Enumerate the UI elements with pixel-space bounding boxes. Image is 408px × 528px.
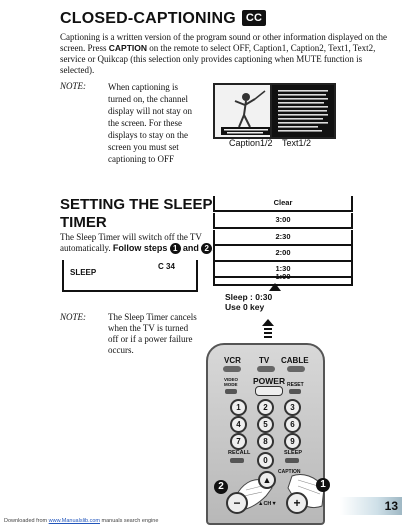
number-9-button[interactable]: 9 bbox=[284, 433, 301, 450]
tv-label: TV bbox=[259, 356, 270, 365]
sleep-option-1-00 bbox=[213, 270, 353, 286]
sleep-note-label: NOTE: bbox=[60, 312, 87, 322]
arrow-up-striped-icon bbox=[261, 318, 275, 340]
channel-label: ▲CH▼ bbox=[258, 501, 277, 507]
sleep-section-title: SETTING THE SLEEP TIMER bbox=[60, 196, 213, 231]
sleep-option-label: 1:30 bbox=[275, 264, 291, 273]
osd-sleep-text: SLEEP bbox=[70, 268, 97, 277]
cc-note-label: NOTE: bbox=[60, 81, 87, 91]
number-1-button[interactable]: 1 bbox=[230, 399, 247, 416]
sleep-option-2-00 bbox=[213, 246, 353, 262]
number-8-button[interactable]: 8 bbox=[257, 433, 274, 450]
cable-button[interactable] bbox=[287, 366, 305, 372]
osd-channel-text: C 34 bbox=[158, 262, 175, 271]
number-5-button[interactable]: 5 bbox=[257, 416, 274, 433]
sleep-option-3-00 bbox=[213, 213, 353, 229]
callout-1-icon: 1 bbox=[316, 478, 330, 492]
sleep-readout-value: Sleep : 0:30 bbox=[225, 292, 273, 302]
sleep-option-label: Clear bbox=[273, 198, 293, 207]
page-number: 13 bbox=[340, 497, 402, 515]
footer-suffix: manuals search engine bbox=[101, 518, 159, 524]
caption-label: CAPTION bbox=[278, 469, 301, 475]
sleep-label: SLEEP bbox=[284, 450, 303, 456]
arrow-up-icon bbox=[268, 282, 282, 292]
cc-note-text: When captioning is turned on, the channel display will not stay on the screen. For these displays to stay on the screen you must set captioning to OFF bbox=[108, 82, 192, 164]
number-3-button[interactable]: 3 bbox=[284, 399, 301, 416]
cable-label: CABLE bbox=[281, 356, 309, 365]
step-1-icon: 1 bbox=[170, 243, 181, 254]
number-7-button[interactable]: 7 bbox=[230, 433, 247, 450]
channel-up-button[interactable] bbox=[258, 471, 276, 489]
cc-title-text: CLOSED-CAPTIONING bbox=[60, 10, 236, 27]
reset-label: RESET bbox=[287, 382, 304, 388]
text-screen-label: Text1/2 bbox=[282, 138, 312, 148]
power-button[interactable] bbox=[255, 386, 283, 396]
sleep-option-label: 3:00 bbox=[275, 215, 291, 224]
sleep-option-clear bbox=[213, 196, 353, 212]
volume-down-button[interactable]: − bbox=[226, 492, 248, 514]
text-screen-image bbox=[270, 83, 336, 139]
power-label: POWER bbox=[253, 376, 286, 386]
cc-section-title bbox=[60, 10, 266, 28]
sleep-readout-hint: Use 0 key bbox=[225, 302, 265, 312]
caption-screen-label: Caption1/2 bbox=[229, 138, 273, 148]
vcr-label: VCR bbox=[224, 356, 241, 365]
tv-button[interactable] bbox=[257, 366, 275, 372]
recall-label: RECALL bbox=[228, 450, 251, 456]
sleep-readout bbox=[225, 292, 272, 312]
video-mode-button[interactable] bbox=[225, 389, 237, 394]
download-footer bbox=[4, 518, 158, 524]
sleep-paragraph-text: The Sleep Timer will switch off the TV automatically. bbox=[60, 232, 202, 253]
baseball-player-illustration bbox=[215, 85, 277, 137]
step-2-icon: 2 bbox=[201, 243, 212, 254]
sleep-option-label: 2:30 bbox=[275, 232, 291, 241]
recall-button[interactable] bbox=[230, 458, 244, 463]
cc-paragraph: Captioning is a written version of the program sound or other information displayed on the screen. Press CAPTION on the remote to select OFF, Caption1, Caption2, Text1, Text2, service or Quikcap (this selection only provides captioning when MUTE function is selected). bbox=[60, 32, 387, 75]
number-0-button[interactable]: 0 bbox=[257, 452, 274, 469]
footer-prefix: Downloaded from bbox=[4, 518, 48, 524]
sleep-option-label: 2:00 bbox=[275, 248, 291, 257]
sleep-follow-steps: Follow steps bbox=[112, 243, 168, 253]
sleep-option-2-30 bbox=[213, 230, 353, 246]
text-lines-illustration bbox=[272, 85, 334, 137]
vcr-button[interactable] bbox=[223, 366, 241, 372]
sleep-button[interactable] bbox=[285, 458, 299, 463]
reset-button[interactable] bbox=[289, 389, 301, 394]
video-mode-label: VIDEO MODE bbox=[224, 377, 239, 387]
number-4-button[interactable]: 4 bbox=[230, 416, 247, 433]
number-6-button[interactable]: 6 bbox=[284, 416, 301, 433]
volume-up-button[interactable]: + bbox=[286, 492, 308, 514]
cc-badge-icon: CC bbox=[242, 10, 266, 26]
sleep-option-label: 1:00 bbox=[275, 272, 291, 281]
sleep-and-word: and bbox=[182, 243, 199, 253]
footer-link[interactable]: www.Manualslib.com bbox=[48, 518, 100, 524]
callout-2-icon: 2 bbox=[214, 480, 228, 494]
sleep-paragraph: The Sleep Timer will switch off the TV automatically. Follow steps 1 and 2 . bbox=[60, 232, 215, 253]
number-2-button[interactable]: 2 bbox=[257, 399, 274, 416]
sleep-note-text: The Sleep Timer cancels when the TV is turned off or if a power failure occurs. bbox=[108, 312, 197, 355]
triangle-up-icon: ▲ bbox=[262, 475, 272, 485]
